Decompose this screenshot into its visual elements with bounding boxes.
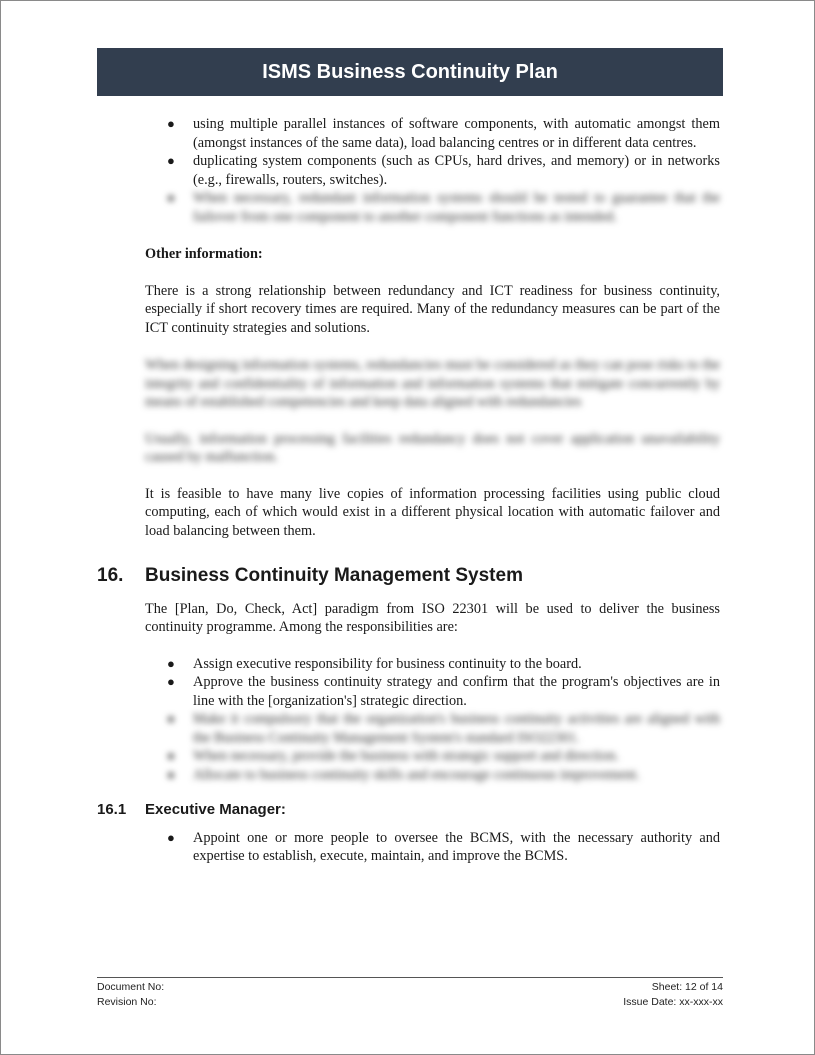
footer-divider [97, 977, 723, 978]
bullet-icon: ● [167, 766, 175, 782]
section-16-bullet-list [145, 655, 720, 785]
bullet-icon: ● [167, 655, 175, 671]
list-item: ● Approve the business continuity strategy and confirm that the program's objectives are in line with the [organization's] strategic direction. [167, 674, 720, 709]
bullet-icon: ● [167, 153, 175, 168]
section-16-heading [97, 565, 720, 586]
list-item: ● Appoint one or more people to oversee the BCMS, with the necessary authority and expertise to establish, execute, maintain, and improve the BCMS. [167, 829, 720, 864]
blurred-list-item: ● When necessary, provide the business with strategic support and direction. [167, 748, 619, 764]
blurred-paragraph-2: Usually, information processing facilities redundancy does not cover application unavailability caused by malfunction. [145, 430, 720, 465]
intro-bullet-list [145, 115, 720, 226]
section-16-title: Business Continuity Management System [145, 565, 523, 586]
page-content [97, 115, 720, 866]
section-16-1-title: Executive Manager: [145, 801, 286, 818]
blurred-list-item: ● Make it compulsory that the organization's business continuity activities are aligned with the Business Continuity Management System's standard ISO22301. [167, 711, 720, 746]
other-information-label: Other information: [145, 246, 263, 262]
document-number-label: Document No: [97, 981, 165, 993]
list-item: ● Assign executive responsibility for business continuity to the board. [167, 655, 582, 672]
section-16-1-bullet-list [145, 829, 720, 866]
section-16-1-heading [97, 801, 720, 820]
section-16-number: 16. [97, 565, 124, 586]
other-info-paragraph-1: There is a strong relationship between redundancy and ICT readiness for business continuity, especially if short recovery times are required. Many of the redundancy measures can be part of the ICT continuity strategies and solutions. [145, 282, 720, 336]
issue-date: Issue Date: xx-xxx-xx [623, 996, 723, 1008]
sheet-number: Sheet: 12 of 14 [651, 981, 723, 993]
revision-number-label: Revision No: [97, 996, 157, 1008]
blurred-list-item: ● Allocate to business continuity skills and encourage continuous improvement. [167, 766, 640, 783]
blurred-paragraph-1: When designing information systems, redundancies must be considered as they can pose risks to the integrity and confidentiality of information and information systems that mitigate concurrently by means of established competencies and keep data aligned with redundancies [145, 357, 720, 410]
bullet-icon: ● [167, 748, 175, 763]
section-16-1-number: 16.1 [97, 801, 127, 818]
list-item: ● duplicating system components (such as CPUs, hard drives, and memory) or in networks (e.g., firewalls, routers, switches). [167, 153, 720, 188]
bullet-icon: ● [167, 674, 175, 689]
bullet-icon: ● [167, 711, 175, 726]
bullet-icon: ● [167, 116, 175, 131]
blurred-list-item: ● When necessary, redundant information systems should be tested to guarantee that the failover from one component to another component functions as intended. [167, 190, 720, 225]
section-16-intro: The [Plan, Do, Check, Act] paradigm from ISO 22301 will be used to deliver the business continuity programme. Among the responsibilities are: [145, 600, 720, 635]
other-info-paragraph-2: It is feasible to have many live copies of information processing facilities using public cloud computing, each of which would exist in a different physical location with automatic failover and load balancing between them. [145, 485, 720, 539]
bullet-icon: ● [167, 190, 175, 205]
page-footer [97, 980, 723, 1010]
list-item: ● using multiple parallel instances of software components, with automatic amongst them (amongst instances of the same data), load balancing centres or in different data centres. [167, 116, 720, 151]
document-title: ISMS Business Continuity Plan [262, 60, 558, 83]
page-header-bar [97, 48, 723, 96]
bullet-icon: ● [167, 829, 175, 845]
